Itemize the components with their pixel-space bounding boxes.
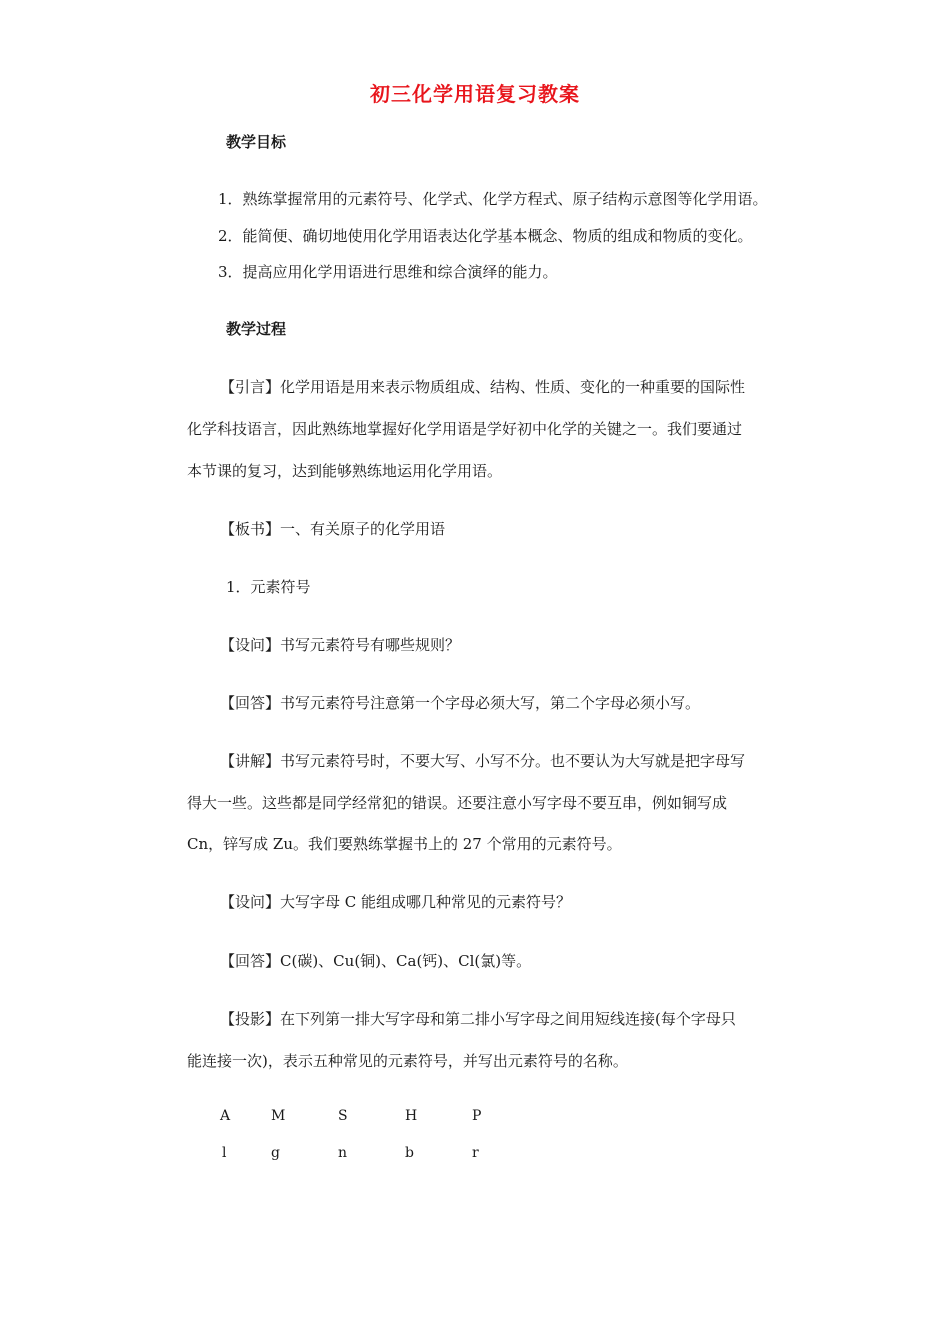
intro-line-1: 【引言】化学用语是用来表示物质组成、结构、性质、变化的一种重要的国际性 — [220, 378, 746, 396]
document-title: 初三化学用语复习教案 — [370, 82, 580, 106]
lower-letter-1: l — [222, 1145, 227, 1161]
projection-line-1: 【投影】在下列第一排大写字母和第二排小写字母之间用短线连接(每个字母只 — [220, 1010, 736, 1028]
goal-item-1: 1．熟练掌握常用的元素符号、化学式、化学方程式、原子结构示意图等化学用语。 — [218, 190, 768, 208]
explain-line-1: 【讲解】书写元素符号时，不要大写、小写不分。也不要认为大写就是把字母写 — [220, 752, 746, 770]
lower-letter-3: n — [338, 1145, 348, 1161]
intro-line-3: 本节课的复习，达到能够熟练地运用化学用语。 — [187, 462, 503, 480]
intro-line-2: 化学科技语言，因此熟练地掌握好化学用语是学好初中化学的关键之一。我们要通过 — [187, 420, 743, 438]
explain-line-3: Cn，锌写成 Zu。我们要熟练掌握书上的 27 个常用的元素符号。 — [187, 835, 622, 853]
upper-letter-2: M — [271, 1108, 286, 1124]
board-line: 【板书】一、有关原子的化学用语 — [220, 520, 446, 538]
upper-letter-4: H — [405, 1108, 418, 1124]
goals-heading: 教学目标 — [226, 133, 287, 151]
question-2: 【设问】大写字母 C 能组成哪几种常见的元素符号？ — [220, 893, 572, 911]
lower-letter-2: g — [271, 1145, 280, 1161]
answer-1: 【回答】书写元素符号注意第一个字母必须大写，第二个字母必须小写。 — [220, 694, 701, 712]
upper-letter-5: P — [472, 1108, 482, 1124]
goal-item-2: 2．能简便、确切地使用化学用语表达化学基本概念、物质的组成和物质的变化。 — [218, 227, 753, 245]
goal-item-3: 3．提高应用化学用语进行思维和综合演绎的能力。 — [218, 263, 558, 281]
item-element-symbols: 1．元素符号 — [226, 578, 311, 596]
question-1: 【设问】书写元素符号有哪些规则？ — [220, 636, 461, 654]
lower-letter-5: r — [472, 1145, 479, 1161]
lower-letter-4: b — [405, 1145, 414, 1161]
answer-2: 【回答】C(碳)、Cu(铜)、Ca(钙)、Cl(氯)等。 — [220, 952, 532, 970]
explain-line-2: 得大一些。这些都是同学经常犯的错误。还要注意小写字母不要互串，例如铜写成 — [187, 794, 728, 812]
upper-letter-3: S — [338, 1108, 348, 1124]
projection-line-2: 能连接一次)，表示五种常见的元素符号，并写出元素符号的名称。 — [187, 1052, 628, 1070]
process-heading: 教学过程 — [226, 320, 287, 338]
upper-letter-1: A — [220, 1108, 231, 1124]
